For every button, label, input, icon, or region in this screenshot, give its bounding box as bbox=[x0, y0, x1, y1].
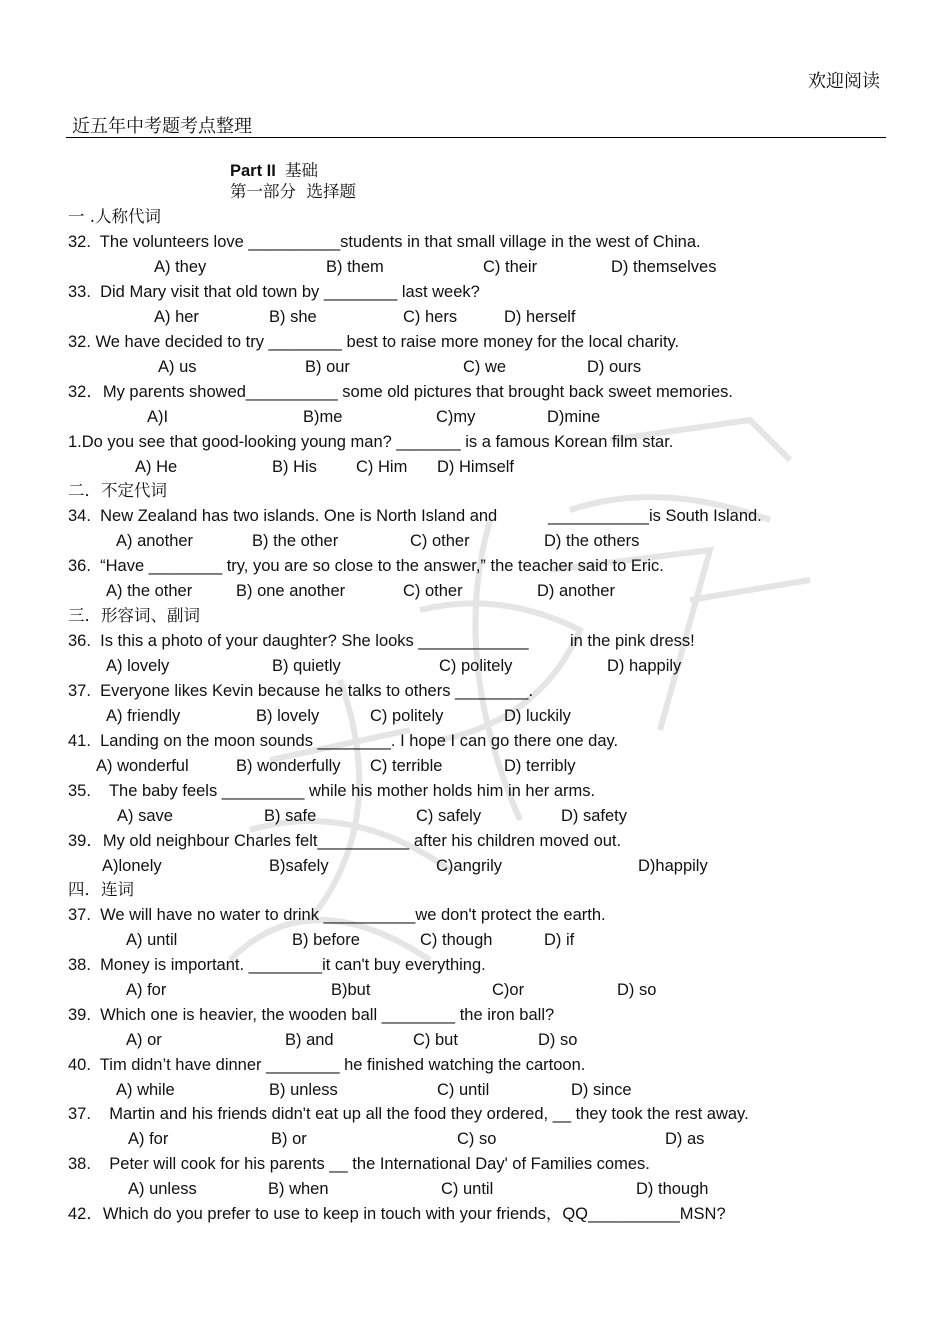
option: A) He bbox=[135, 458, 178, 476]
option: A) another bbox=[116, 532, 194, 550]
option: B) when bbox=[268, 1180, 329, 1198]
option: B)safely bbox=[269, 857, 329, 875]
question-text: 38. Peter will cook for his parents __ the International Day' of Families comes. bbox=[68, 1155, 650, 1173]
question-text: 41. Landing on the moon sounds ________. I hope I can go there one day. bbox=[68, 732, 619, 750]
option: B) or bbox=[271, 1130, 307, 1148]
option: C)my bbox=[436, 408, 476, 426]
option: D) though bbox=[636, 1180, 709, 1198]
option: C) we bbox=[463, 358, 507, 376]
question-text: 33. Did Mary visit that old town by ________ last week? bbox=[68, 283, 480, 301]
question-text: ___________is South Island. bbox=[548, 507, 762, 525]
question-text: 32．My parents showed__________ some old pictures that brought back sweet memories. bbox=[68, 383, 733, 401]
option: C) terrible bbox=[370, 757, 443, 775]
option: A)I bbox=[147, 408, 169, 426]
option: A) they bbox=[154, 258, 207, 276]
question-text: in the pink dress! bbox=[570, 632, 695, 650]
option: D) luckily bbox=[504, 707, 571, 725]
option: C)angrily bbox=[436, 857, 503, 875]
option: B) lovely bbox=[256, 707, 320, 725]
header-left-title: 近五年中考题考点整理 bbox=[72, 116, 252, 137]
header-right-text: 欢迎阅读 bbox=[808, 71, 880, 92]
option: C) until bbox=[437, 1081, 490, 1099]
option: C) so bbox=[457, 1130, 497, 1148]
question-text: 40. Tim didn’t have dinner ________ he finished watching the cartoon. bbox=[68, 1056, 586, 1074]
question-text: 1.Do you see that good-looking young man? _______ is a famous Korean film star. bbox=[68, 433, 674, 451]
option: D)happily bbox=[638, 857, 708, 875]
option: A) her bbox=[154, 308, 199, 326]
option: D) so bbox=[617, 981, 657, 999]
option: A) or bbox=[126, 1031, 162, 1049]
option: B) His bbox=[272, 458, 317, 476]
option: D) so bbox=[538, 1031, 578, 1049]
option: D) since bbox=[571, 1081, 632, 1099]
option: A) unless bbox=[128, 1180, 197, 1198]
section-heading: 三．形容词、副词 bbox=[68, 606, 200, 625]
question-text: 39．My old neighbour Charles felt__________ after his children moved out. bbox=[68, 832, 622, 850]
option: D) terribly bbox=[504, 757, 576, 775]
option: D) safety bbox=[561, 807, 628, 825]
option: D) Himself bbox=[437, 458, 514, 476]
option: C) until bbox=[441, 1180, 494, 1198]
option: B) wonderfully bbox=[236, 757, 341, 775]
question-text: 36. “Have ________ try, you are so close to the answer,” the teacher said to Eric. bbox=[68, 557, 664, 575]
option: B)but bbox=[331, 981, 371, 999]
option: A) us bbox=[158, 358, 197, 376]
option: B) unless bbox=[269, 1081, 338, 1099]
option: D) the others bbox=[544, 532, 640, 550]
option: D) as bbox=[665, 1130, 705, 1148]
option: C) their bbox=[483, 258, 538, 276]
option: C) other bbox=[403, 582, 463, 600]
question-text: 34. New Zealand has two islands. One is North Island and bbox=[68, 507, 498, 525]
option: A) the other bbox=[106, 582, 193, 600]
option: C)or bbox=[492, 981, 525, 999]
option: B) the other bbox=[252, 532, 339, 550]
option: C) other bbox=[410, 532, 470, 550]
section-heading: 一 .人称代词 bbox=[68, 207, 161, 226]
section-heading: 四．连词 bbox=[68, 880, 134, 899]
option: B) quietly bbox=[272, 657, 341, 675]
question-text: 39. Which one is heavier, the wooden ball ________ the iron ball? bbox=[68, 1006, 555, 1024]
option: A) until bbox=[126, 931, 178, 949]
option: A) lovely bbox=[106, 657, 170, 675]
option: C) but bbox=[413, 1031, 458, 1049]
option: A) save bbox=[117, 807, 173, 825]
option: D) another bbox=[537, 582, 615, 600]
option: A) wonderful bbox=[96, 757, 189, 775]
part-title: 基础 bbox=[285, 161, 319, 180]
option: A) friendly bbox=[106, 707, 181, 725]
part-heading bbox=[230, 157, 318, 181]
option: B)me bbox=[303, 408, 343, 426]
option: B) our bbox=[305, 358, 350, 376]
section-heading: 二．不定代词 bbox=[68, 481, 167, 500]
option: D) ours bbox=[587, 358, 642, 376]
question-text: 42．Which do you prefer to use to keep in touch with your friends，QQ__________MSN? bbox=[68, 1205, 726, 1223]
option: A) while bbox=[116, 1081, 175, 1099]
option: B) she bbox=[269, 308, 317, 326]
option: B) one another bbox=[236, 582, 346, 600]
question-text: 36. Is this a photo of your daughter? She looks ____________ bbox=[68, 632, 529, 650]
option: C) safely bbox=[416, 807, 482, 825]
question-text: 37. We will have no water to drink __________we don't protect the earth. bbox=[68, 906, 606, 924]
section-subtitle: 第一部分 选择题 bbox=[230, 182, 356, 201]
option: C) though bbox=[420, 931, 493, 949]
option: C) politely bbox=[439, 657, 513, 675]
option: C) politely bbox=[370, 707, 444, 725]
header-rule bbox=[66, 137, 886, 138]
option: D)mine bbox=[547, 408, 601, 426]
option: B) before bbox=[292, 931, 360, 949]
option: A) for bbox=[126, 981, 167, 999]
option: B) them bbox=[326, 258, 384, 276]
question-text: 32. We have decided to try ________ best to raise more money for the local charity. bbox=[68, 333, 680, 351]
part-label: Part II bbox=[230, 162, 276, 180]
option: B) and bbox=[285, 1031, 334, 1049]
option: C) hers bbox=[403, 308, 458, 326]
option: C) Him bbox=[356, 458, 408, 476]
option: D) herself bbox=[504, 308, 576, 326]
option: D) happily bbox=[607, 657, 682, 675]
option: B) safe bbox=[264, 807, 317, 825]
question-text: 37. Martin and his friends didn't eat up all the food they ordered, __ they took the rest away. bbox=[68, 1105, 749, 1123]
option: A)lonely bbox=[102, 857, 162, 875]
option: D) if bbox=[544, 931, 575, 949]
option: D) themselves bbox=[611, 258, 717, 276]
question-text: 38. Money is important. ________it can't buy everything. bbox=[68, 956, 486, 974]
question-text: 37. Everyone likes Kevin because he talks to others ________. bbox=[68, 682, 534, 700]
question-text: 32. The volunteers love __________students in that small village in the west of China. bbox=[68, 233, 701, 251]
option: A) for bbox=[128, 1130, 169, 1148]
question-text: 35. The baby feels _________ while his mother holds him in her arms. bbox=[68, 782, 596, 800]
